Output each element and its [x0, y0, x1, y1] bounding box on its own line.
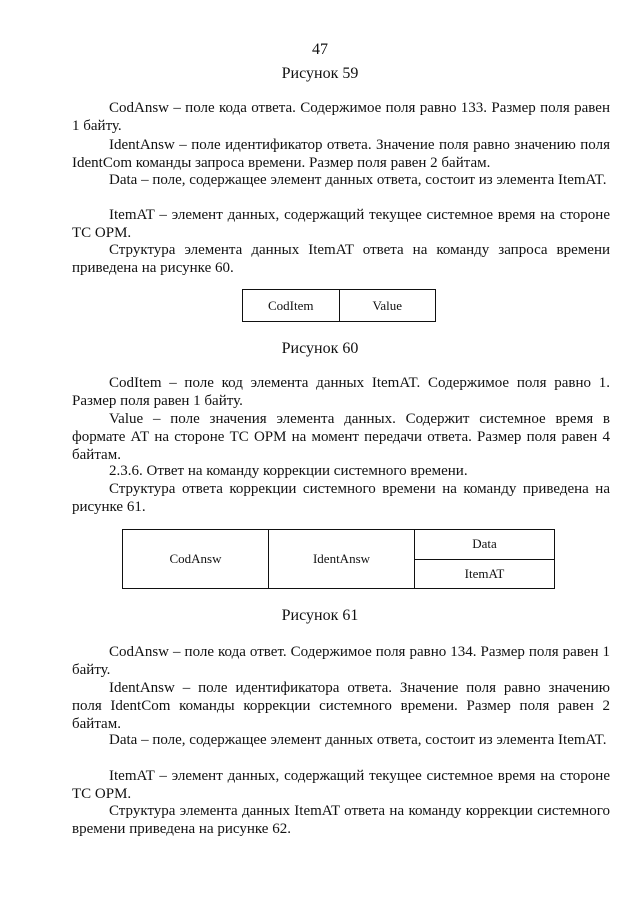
figure-61-table	[122, 529, 555, 589]
page-number: 47	[312, 41, 328, 58]
paragraph-identansw: IdentAnsw – поле идентификатор ответа. Значение поля равно значению поля IdentCom команды запроса времени. Размер поля равен 2 байтам.	[72, 137, 610, 171]
section-heading-2-3-6: 2.3.6. Ответ на команду коррекции системного времени.	[109, 463, 468, 479]
paragraph-identansw-2: IdentAnsw – поле идентификатора ответа. Значение поля равно значению поля IdentCom команды коррекции системного времени. Размер поля равен 2 байтам.	[72, 680, 610, 732]
table60-cell-coditem: CodItem	[243, 290, 340, 322]
table61-cell-itemat: ItemAT	[415, 559, 555, 589]
paragraph-codansw: CodAnsw – поле кода ответа. Содержимое поля равно 133. Размер поля равен 1 байту.	[72, 100, 610, 134]
caption-figure-59: Рисунок 59	[281, 65, 359, 82]
paragraph-coditem: CodItem – поле код элемента данных ItemAT. Содержимое поля равно 1. Размер поля равен 1 байту.	[72, 375, 610, 409]
paragraph-structure-ref-61: Структура ответа коррекции системного времени на команду приведена на рисунке 61.	[72, 481, 610, 515]
paragraph-itemat: ItemAT – элемент данных, содержащий текущее системное время на стороне ТС ОРМ.	[72, 207, 610, 241]
paragraph-itemat-2: ItemAT – элемент данных, содержащий текущее системное время на стороне ТС ОРМ.	[72, 768, 610, 802]
table61-cell-data: Data	[415, 530, 555, 560]
paragraph-structure-ref-60: Структура элемента данных ItemAT ответа на команду запроса времени приведена на рисунке 60.	[72, 242, 610, 276]
paragraph-value: Value – поле значения элемента данных. Содержит системное время в формате АТ на стороне ТС ОРМ на момент передачи ответа. Размер поля равен 4 байтам.	[72, 411, 610, 463]
table60-cell-value: Value	[339, 290, 436, 322]
caption-figure-61: Рисунок 61	[281, 607, 359, 624]
caption-figure-60: Рисунок 60	[281, 340, 359, 357]
paragraph-codansw-2: CodAnsw – поле кода ответ. Содержимое поля равно 134. Размер поля равен 1 байту.	[72, 644, 610, 678]
paragraph-data-2: Data – поле, содержащее элемент данных ответа, состоит из элемента ItemAT.	[109, 732, 607, 748]
table61-cell-identansw: IdentAnsw	[269, 530, 415, 589]
table61-cell-codansw: CodAnsw	[123, 530, 269, 589]
paragraph-data: Data – поле, содержащее элемент данных ответа, состоит из элемента ItemAT.	[109, 172, 607, 188]
paragraph-structure-ref-62: Структура элемента данных ItemAT ответа на команду коррекции системного времени приведена на рисунке 62.	[72, 803, 610, 837]
figure-60-table	[242, 289, 436, 322]
